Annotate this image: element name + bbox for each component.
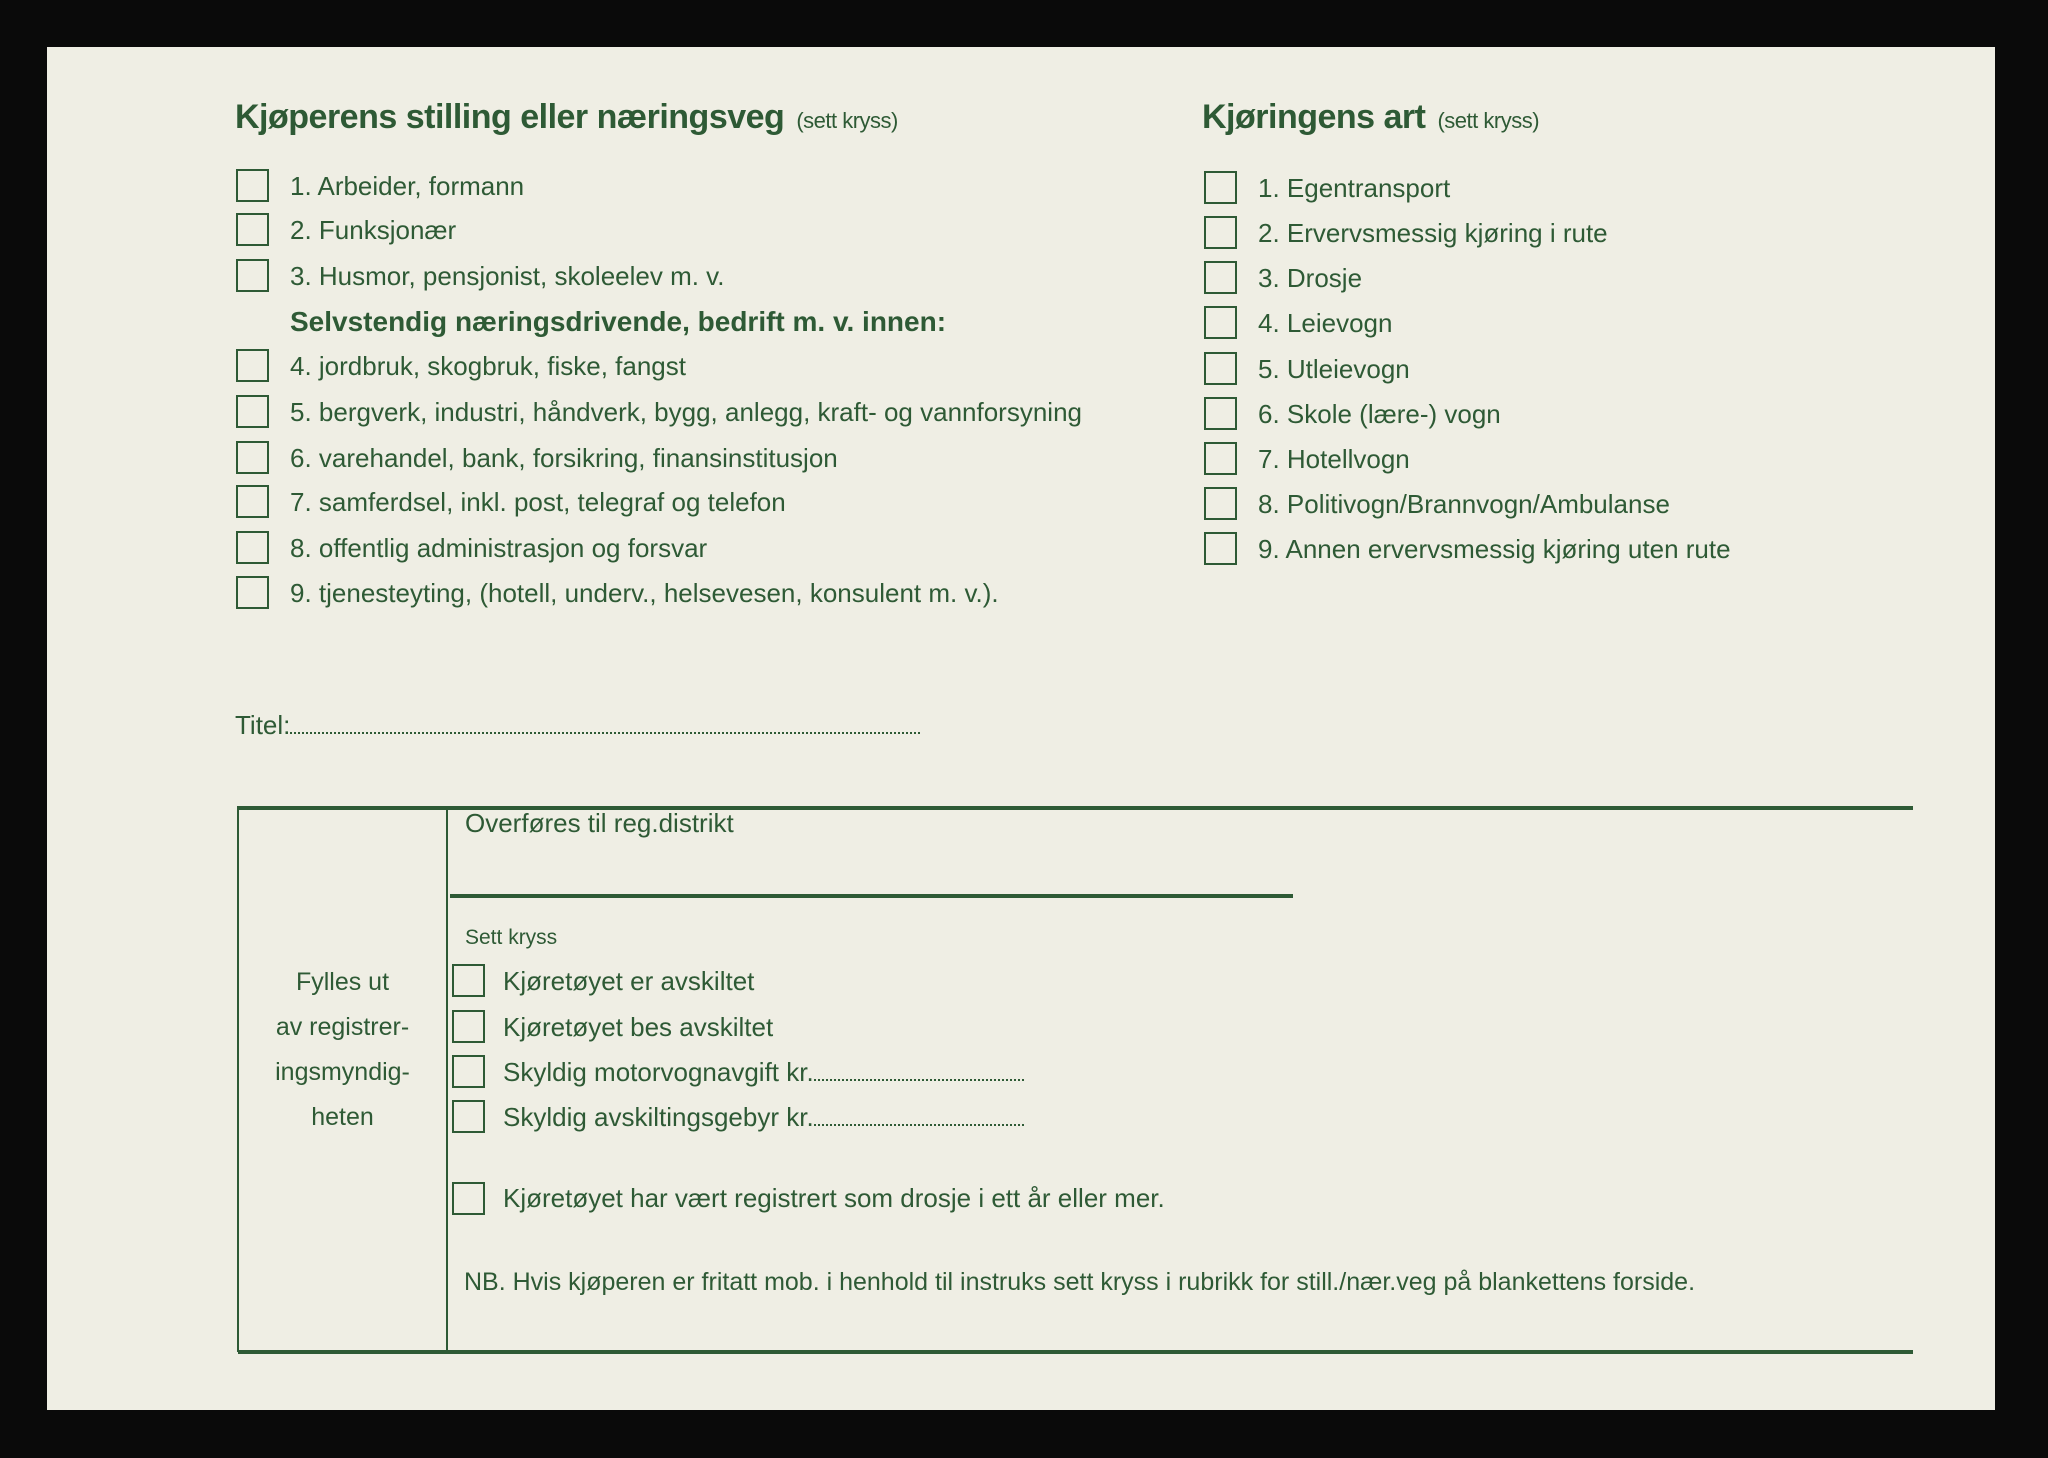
heading-text: Kjøperens stilling eller næringsveg — [235, 98, 785, 136]
industry-checkbox[interactable] — [236, 395, 269, 428]
check-text: Skyldig motorvognavgift kr. — [503, 1057, 814, 1087]
registration-authority-label — [238, 960, 447, 1140]
driving-type-label: 3. Drosje — [1258, 263, 1363, 293]
driving-type-checkbox[interactable] — [1204, 532, 1237, 565]
industry-checkbox[interactable] — [236, 485, 269, 518]
check-text: Skyldig avskiltingsgebyr kr. — [503, 1102, 814, 1132]
registration-check-label — [503, 1012, 773, 1043]
title-input-line[interactable] — [290, 732, 920, 734]
driving-type-checkbox[interactable] — [1204, 352, 1237, 385]
occupation-label: 2. Funksjonær — [290, 215, 457, 245]
amount-input-line[interactable] — [814, 1124, 1024, 1126]
self-employed-subheading: Selvstendig næringsdrivende, bedrift m. v. innen: — [290, 306, 947, 337]
industry-label: 4. jordbruk, skogbruk, fiske, fangst — [290, 351, 686, 381]
driving-type-heading — [1202, 98, 1539, 137]
driving-type-checkbox[interactable] — [1204, 216, 1237, 249]
occupation-checkbox[interactable] — [236, 169, 269, 202]
check-instruction: Sett kryss — [465, 926, 558, 949]
amount-input-line[interactable] — [814, 1079, 1024, 1081]
occupation-label: 1. Arbeider, formann — [290, 171, 525, 201]
side-label-line: av registrer- — [275, 1013, 410, 1041]
driving-type-label: 9. Annen ervervsmessig kjøring uten rute — [1258, 534, 1731, 564]
check-text: Kjøretøyet er avskiltet — [503, 966, 755, 996]
industry-label: 9. tjenesteyting, (hotell, underv., helsevesen, konsulent m. v.). — [290, 578, 999, 608]
transfer-district-input-line[interactable] — [450, 894, 1293, 898]
transfer-district-label: Overføres til reg.distrikt — [465, 808, 734, 838]
registration-check-label — [503, 966, 754, 997]
title-label: Titel: — [235, 710, 291, 740]
taxi-history-checkbox[interactable] — [452, 1182, 485, 1215]
industry-checkbox[interactable] — [236, 441, 269, 474]
driving-type-label: 5. Utleievogn — [1258, 354, 1410, 384]
industry-checkbox[interactable] — [236, 349, 269, 382]
registration-check-label — [503, 1057, 1024, 1088]
occupation-checkbox[interactable] — [236, 259, 269, 292]
driving-type-label: 6. Skole (lære-) vogn — [1258, 399, 1501, 429]
side-label-line: Fylles ut — [295, 968, 390, 996]
driving-type-checkbox[interactable] — [1204, 171, 1237, 204]
buyer-occupation-heading — [235, 98, 898, 137]
taxi-history-label: Kjøretøyet har vært registrert som drosje i ett år eller mer. — [503, 1183, 1165, 1213]
industry-label: 8. offentlig administrasjon og forsvar — [290, 533, 708, 563]
registration-checkbox[interactable] — [452, 1100, 485, 1133]
industry-label: 6. varehandel, bank, forsikring, finansinstitusjon — [290, 443, 838, 473]
heading-text: Kjøringens art — [1202, 98, 1426, 136]
driving-type-checkbox[interactable] — [1204, 397, 1237, 430]
registration-checkbox[interactable] — [452, 1010, 485, 1043]
title-field[interactable] — [235, 710, 920, 741]
box-bottom-rule — [238, 1350, 1913, 1354]
side-label-line: heten — [311, 1103, 374, 1131]
driving-type-label: 4. Leievogn — [1258, 308, 1393, 338]
driving-type-label: 1. Egentransport — [1258, 173, 1451, 203]
registration-check-label — [503, 1102, 1024, 1133]
side-label-line: ingsmyndig- — [275, 1058, 410, 1086]
check-text: Kjøretøyet bes avskiltet — [503, 1012, 774, 1042]
industry-label: 7. samferdsel, inkl. post, telegraf og telefon — [290, 487, 786, 517]
registration-checkbox[interactable] — [452, 964, 485, 997]
driving-type-checkbox[interactable] — [1204, 442, 1237, 475]
industry-label: 5. bergverk, industri, håndverk, bygg, anlegg, kraft- og vannforsyning — [290, 397, 1082, 427]
registration-checkbox[interactable] — [452, 1055, 485, 1088]
industry-checkbox[interactable] — [236, 576, 269, 609]
occupation-checkbox[interactable] — [236, 213, 269, 246]
driving-type-label: 8. Politivogn/Brannvogn/Ambulanse — [1258, 489, 1670, 519]
driving-type-label: 2. Ervervsmessig kjøring i rute — [1258, 218, 1608, 248]
driving-type-checkbox[interactable] — [1204, 306, 1237, 339]
occupation-label: 3. Husmor, pensjonist, skoleelev m. v. — [290, 261, 725, 291]
driving-type-label: 7. Hotellvogn — [1258, 444, 1410, 474]
exemption-note: NB. Hvis kjøperen er fritatt mob. i henhold til instruks sett kryss i rubrikk for still./nær.veg på blankettens forside. — [464, 1268, 1696, 1296]
heading-note: (sett kryss) — [1437, 108, 1540, 133]
heading-note: (sett kryss) — [796, 108, 898, 133]
industry-checkbox[interactable] — [236, 531, 269, 564]
driving-type-checkbox[interactable] — [1204, 487, 1237, 520]
driving-type-checkbox[interactable] — [1204, 261, 1237, 294]
